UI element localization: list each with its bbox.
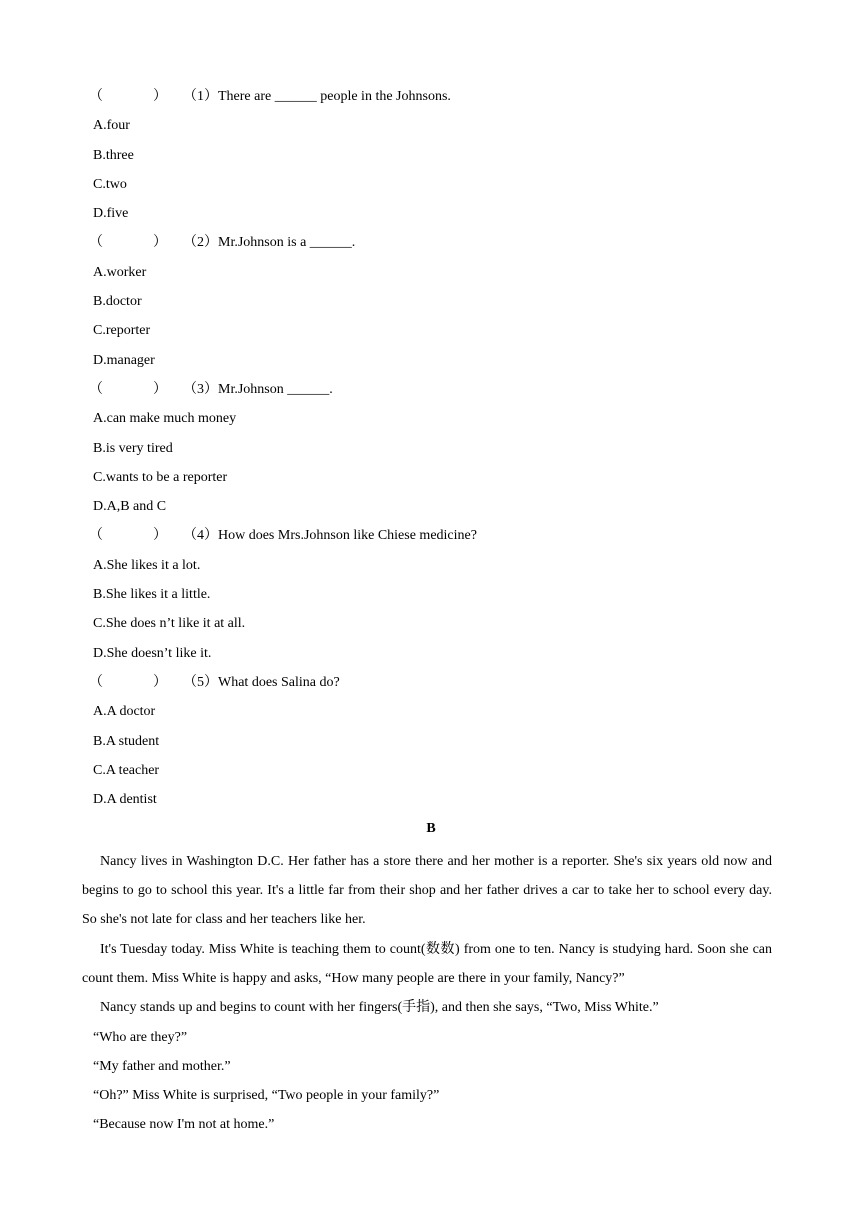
answer-blank-open: （ <box>89 89 103 104</box>
question-5 <box>82 671 772 700</box>
question-stem: Mr.Johnson is a ______. <box>218 235 356 251</box>
option-b: B.She likes it a little. <box>93 587 211 603</box>
question-stem: Mr.Johnson ______. <box>218 381 333 397</box>
passage-paragraph-2: It's Tuesday today. Miss White is teaching them to count(数数) from one to ten. Nancy is studying hard. Soon she can count them. Miss White is happy and asks, “How many people are there in your family, Nancy?” <box>82 941 772 986</box>
question-number: （2） <box>183 235 218 251</box>
answer-blank-close: ） <box>153 674 167 690</box>
passage-paragraph-1: Nancy lives in Washington D.C. Her father has a store there and her mother is a reporter. She's six years old now and begins to go to school this year. It's a little far from their shop and her father drives a car to take her to school every day. So she's not late for class and her teachers like her. <box>82 853 772 928</box>
question-number: （3） <box>183 381 218 397</box>
question-stem: There are ______ people in the Johnsons. <box>218 89 451 104</box>
question-3 <box>82 378 772 407</box>
answer-blank-close: ） <box>153 89 167 104</box>
option-c: C.reporter <box>93 323 151 339</box>
answer-blank-open: （ <box>89 381 103 397</box>
option-b: B.is very tired <box>93 440 173 456</box>
question-number: （1） <box>183 89 218 104</box>
option-c: C.wants to be a reporter <box>93 469 228 485</box>
question-2 <box>82 231 772 260</box>
option-a: A.can make much money <box>93 411 237 427</box>
option-c: C.A teacher <box>93 762 160 778</box>
question-number: （4） <box>183 528 218 544</box>
dialogue-line-2: “My father and mother.” <box>93 1058 231 1074</box>
dialogue-line-1: “Who are they?” <box>93 1029 188 1045</box>
option-c: C.She does n’t like it at all. <box>93 616 246 632</box>
dialogue-line-4: “Because now I'm not at home.” <box>93 1117 275 1133</box>
question-1 <box>82 85 772 114</box>
answer-blank-close: ） <box>153 235 167 251</box>
option-a: A.A doctor <box>93 704 156 720</box>
option-b: B.doctor <box>93 294 142 310</box>
option-b: B.A student <box>93 733 160 749</box>
option-d: D.manager <box>93 352 155 368</box>
answer-blank-open: （ <box>89 528 103 544</box>
option-d: D.A dentist <box>93 792 157 808</box>
option-a: A.worker <box>93 264 147 280</box>
answer-blank-close: ） <box>153 528 167 544</box>
question-stem: What does Salina do? <box>218 674 340 690</box>
section-heading: B <box>426 821 436 837</box>
question-number: （5） <box>183 674 218 690</box>
answer-blank-open: （ <box>89 235 103 251</box>
option-d: D.She doesn’t like it. <box>93 645 212 661</box>
option-a: A.She likes it a lot. <box>93 557 201 573</box>
question-stem: How does Mrs.Johnson like Chiese medicine? <box>218 528 477 544</box>
answer-blank-close: ） <box>153 381 167 397</box>
option-c: C.two <box>93 176 127 192</box>
passage-paragraph-3: Nancy stands up and begins to count with her fingers(手指), and then she says, “Two, Miss White.” <box>100 1000 659 1016</box>
document-content <box>82 85 772 1140</box>
option-b: B.three <box>93 147 134 163</box>
question-4 <box>82 524 772 553</box>
dialogue-line-3: “Oh?” Miss White is surprised, “Two people in your family?” <box>93 1088 440 1104</box>
option-a: A.four <box>93 118 130 134</box>
answer-blank-open: （ <box>89 674 103 690</box>
option-d: D.five <box>93 206 129 222</box>
option-d: D.A,B and C <box>93 499 167 515</box>
